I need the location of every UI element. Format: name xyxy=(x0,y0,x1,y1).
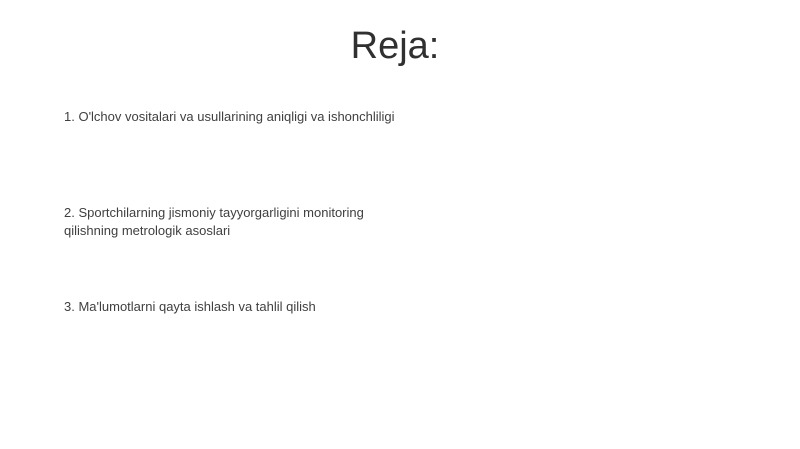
slide-title: Reja: xyxy=(350,25,440,67)
plan-item-1: 1. O'lchov vositalari va usullarining aniqligi va ishonchliligi xyxy=(64,109,395,124)
plan-item-2: 2. Sportchilarning jismoniy tayyorgarligini monitoring qilishning metrologik asoslari xyxy=(64,205,364,238)
plan-item-3: 3. Ma'lumotlarni qayta ishlash va tahlil qilish xyxy=(64,299,316,314)
